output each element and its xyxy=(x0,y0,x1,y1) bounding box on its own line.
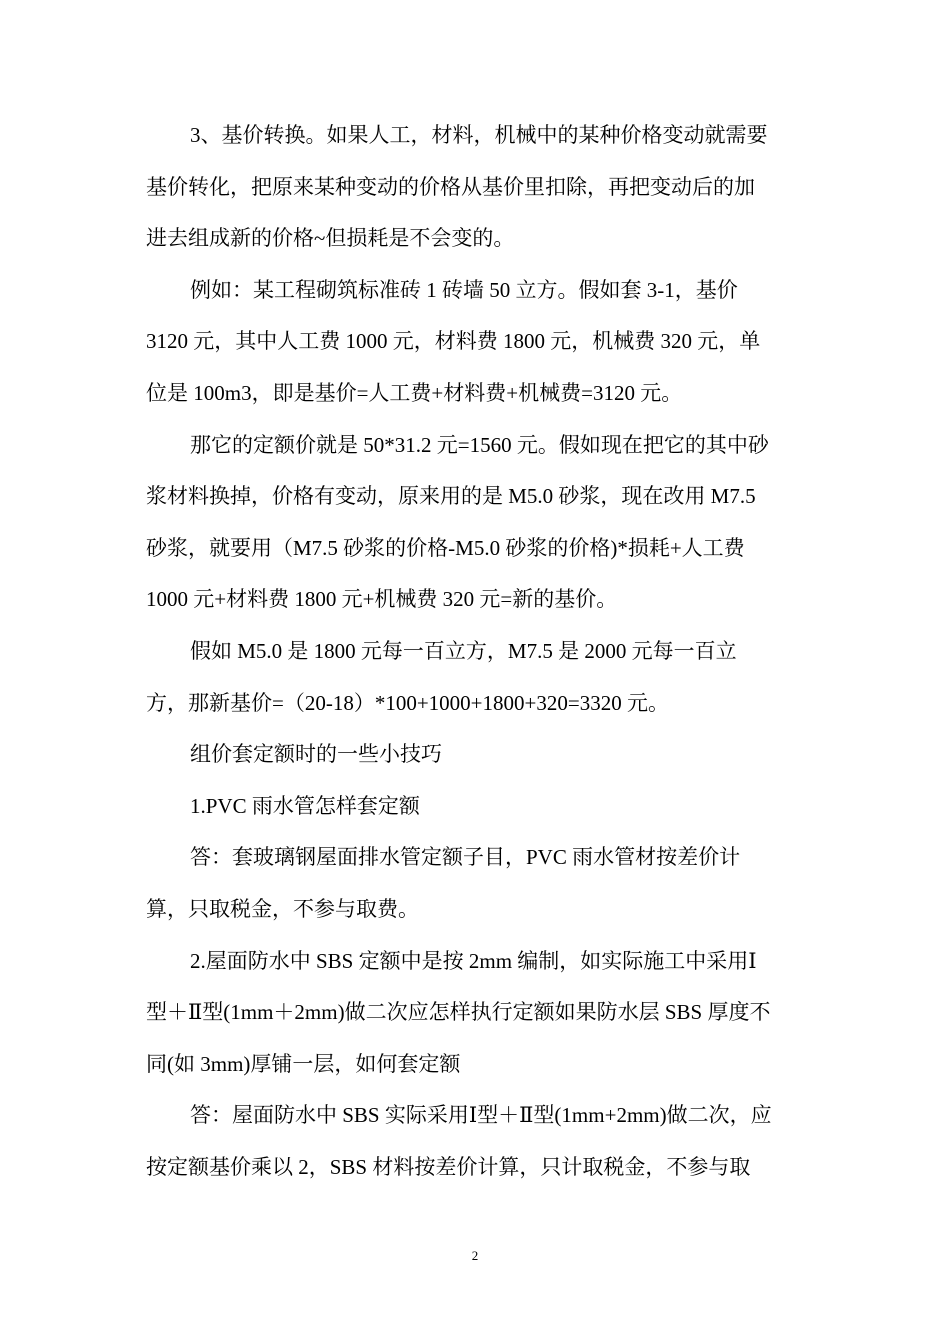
document-body xyxy=(146,110,810,1193)
paragraph-line: 方，那新基价=（20-18）*100+1000+1800+320=3320 元。 xyxy=(146,690,669,715)
answer-line: 算，只取税金，不参与取费。 xyxy=(146,896,419,921)
answer-line: 按定额基价乘以 2，SBS 材料按差价计算，只计取税金，不参与取 xyxy=(146,1154,751,1179)
question-line: 同(如 3mm)厚铺一层，如何套定额 xyxy=(146,1051,461,1076)
question-line: 型＋Ⅱ型(1mm＋2mm)做二次应怎样执行定额如果防水层 SBS 厚度不 xyxy=(146,1000,771,1025)
page-number: 2 xyxy=(471,1248,479,1263)
paragraph-line: 浆材料换掉，价格有变动，原来用的是 M5.0 砂浆，现在改用 M7.5 xyxy=(146,484,756,509)
paragraph-line: 假如 M5.0 是 1800 元每一百立方，M7.5 是 2000 元每一百立 xyxy=(190,638,737,663)
paragraph-line: 基价转化，把原来某种变动的价格从基价里扣除，再把变动后的加 xyxy=(146,174,755,199)
paragraph-line: 砂浆，就要用（M7.5 砂浆的价格-M5.0 砂浆的价格)*损耗+人工费 xyxy=(146,535,745,560)
question-heading: 1.PVC 雨水管怎样套定额 xyxy=(190,793,420,818)
paragraph-line: 3120 元，其中人工费 1000 元，材料费 1800 元，机械费 320 元，单 xyxy=(146,329,761,354)
question-line: 2.屋面防水中 SBS 定额中是按 2mm 编制，如实际施工中采用Ⅰ xyxy=(190,948,757,973)
paragraph-line: 进去组成新的价格~但损耗是不会变的。 xyxy=(146,226,515,251)
paragraph-line: 那它的定额价就是 50*31.2 元=1560 元。假如现在把它的其中砂 xyxy=(190,432,769,457)
answer-line: 答：套玻璃钢屋面排水管定额子目，PVC 雨水管材按差价计 xyxy=(190,845,741,870)
section-heading: 组价套定额时的一些小技巧 xyxy=(190,742,442,767)
answer-line: 答：屋面防水中 SBS 实际采用Ⅰ型＋Ⅱ型(1mm+2mm)做二次，应 xyxy=(190,1103,772,1128)
paragraph-line: 位是 100m3，即是基价=人工费+材料费+机械费=3120 元。 xyxy=(146,380,683,405)
paragraph-line: 例如：某工程砌筑标准砖 1 砖墙 50 立方。假如套 3-1，基价 xyxy=(190,277,738,302)
paragraph-line: 1000 元+材料费 1800 元+机械费 320 元=新的基价。 xyxy=(146,587,618,612)
paragraph-line: 3、基价转换。如果人工，材料，机械中的某种价格变动就需要 xyxy=(190,123,768,147)
